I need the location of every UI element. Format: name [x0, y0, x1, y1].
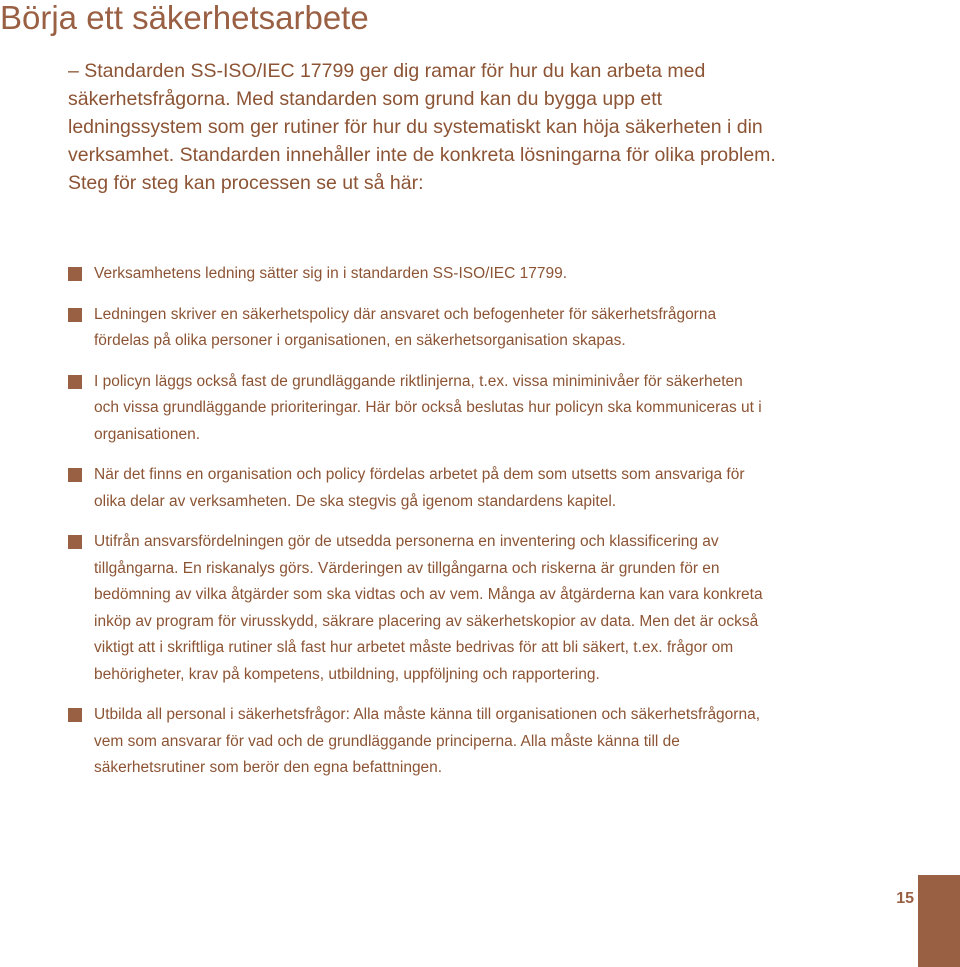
page-tab-marker — [918, 875, 960, 967]
square-bullet-icon — [68, 535, 82, 549]
square-bullet-icon — [68, 375, 82, 389]
page-number: 15 — [896, 890, 914, 907]
list-item — [68, 462, 768, 515]
list-item — [68, 261, 768, 288]
square-bullet-icon — [68, 308, 82, 322]
step-text: Utifrån ansvarsfördelningen gör de utsedda personerna en inventering och klassificering av tillgångarna. En riskanalys görs. Värderingen av tillgångarna och riskerna är grunden för en bedömning av vilka åtgärder som ska vidtas och av vem. Många av åtgärderna kan vara konkreta inköp av program för virusskydd, säkrare placering av säkerhetskopior av data. Men det är också viktigt att i skriftliga rutiner slå fast hur arbetet måste bedrivas för att bli säkert, t.ex. frågor om behörigheter, krav på kompetens, utbildning, uppföljning och rapportering. — [94, 533, 763, 683]
list-item — [68, 369, 768, 449]
square-bullet-icon — [68, 708, 82, 722]
list-item — [68, 529, 768, 688]
list-item — [68, 702, 768, 782]
intro-paragraph: – Standarden SS-ISO/IEC 17799 ger dig ramar för hur du kan arbeta med säkerhetsfrågorna. Med standarden som grund kan du bygga upp ett ledningssystem som ger rutiner för hur du systematiskt kan höja säkerheten i din verksamhet. Standarden innehåller inte de konkreta lösningarna för olika problem. Steg för steg kan processen se ut så här: — [68, 60, 776, 194]
page-title: Börja ett säkerhetsarbete — [0, 0, 369, 36]
step-text: När det finns en organisation och policy fördelas arbetet på dem som utsetts som ansvariga för olika delar av verksamheten. De ska stegvis gå igenom standardens kapitel. — [94, 466, 745, 510]
step-text: Ledningen skriver en säkerhetspolicy där ansvaret och befogenheter för säkerhetsfrågorna fördelas på olika personer i organisationen, en säkerhetsorganisation skapas. — [94, 305, 717, 349]
step-text: Verksamhetens ledning sätter sig in i standarden SS-ISO/IEC 17799. — [94, 265, 568, 282]
process-steps-list — [68, 261, 768, 796]
square-bullet-icon — [68, 267, 82, 281]
square-bullet-icon — [68, 468, 82, 482]
step-text: I policyn läggs också fast de grundläggande riktlinjerna, t.ex. vissa miniminivåer för säkerheten och vissa grundläggande prioriteringar. Här bör också beslutas hur policyn ska kommuniceras ut i organisationen. — [94, 372, 762, 443]
list-item — [68, 302, 768, 355]
step-text: Utbilda all personal i säkerhetsfrågor: Alla måste känna till organisationen och säkerhetsfrågorna, vem som ansvarar för vad och de grundläggande principerna. Alla måste känna till de säkerhetsrutiner som berör den egna befattningen. — [94, 706, 761, 776]
